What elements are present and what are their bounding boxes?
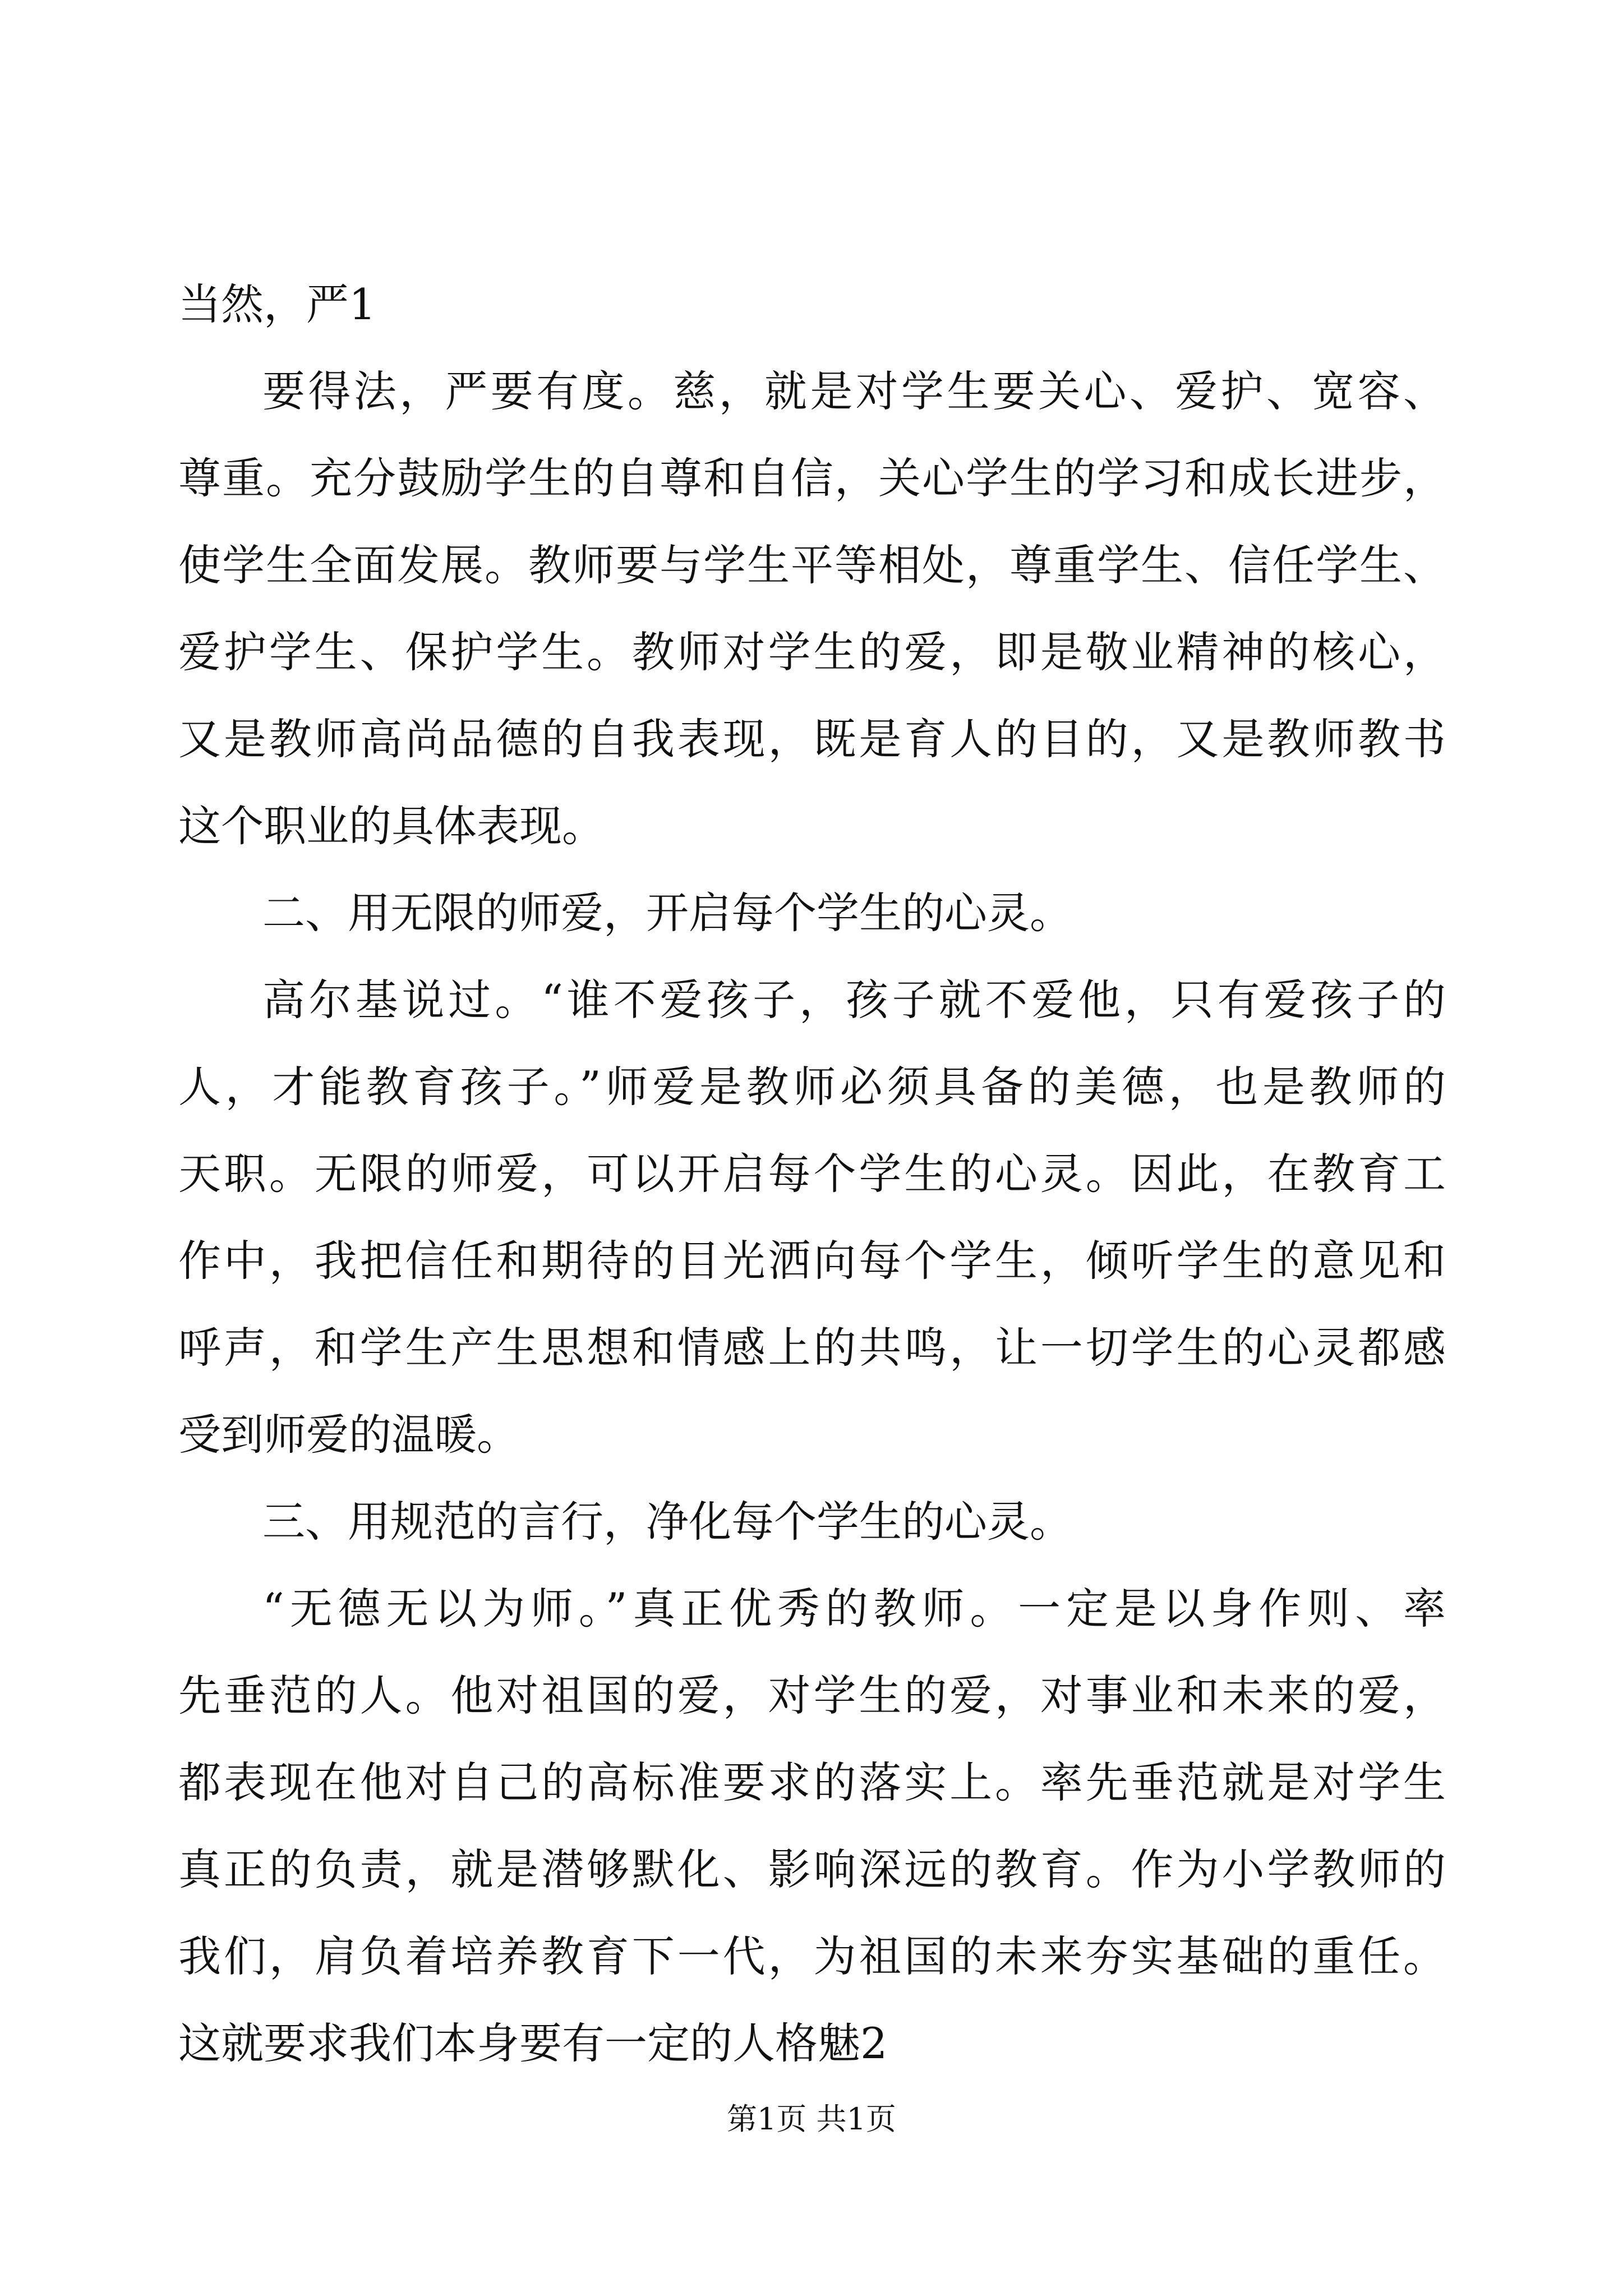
text-line: 三、用规范的言行，净化每个学生的心灵。 [262, 1497, 1072, 1547]
text-line: 当然，严1 [178, 279, 376, 329]
text-line: 这个职业的具体表现。 [178, 801, 605, 851]
text-line: 爱护学生、保护学生。教师对学生的爱，即是敬业精神的核心， [178, 627, 1446, 677]
text-line: 人，才能教育孩子。”师爱是教师必须具备的美德，也是教师的 [178, 1062, 1446, 1112]
text-line: 要得法，严要有度。慈，就是对学生要关心、爱护、宽容、 [262, 366, 1446, 416]
text-line: 尊重。充分鼓励学生的自尊和自信，关心学生的学习和成长进步， [178, 453, 1446, 503]
text-line: 天职。无限的师爱，可以开启每个学生的心灵。因此，在教育工 [178, 1149, 1446, 1199]
text-line: 我们，肩负着培养教育下一代，为祖国的未来夯实基础的重任。 [178, 1931, 1446, 1981]
page-footer: 第1页 共1页 [727, 2101, 896, 2137]
text-line: 都表现在他对自己的高标准要求的落实上。率先垂范就是对学生 [178, 1757, 1446, 1807]
text-line: 受到师爱的温暖。 [178, 1410, 519, 1460]
text-line: “无德无以为师。”真正优秀的教师。一定是以身作则、率 [262, 1584, 1446, 1634]
text-line: 使学生全面发展。教师要与学生平等相处，尊重学生、信任学生、 [178, 540, 1446, 590]
body-text [178, 261, 1446, 2087]
text-line: 先垂范的人。他对祖国的爱，对学生的爱，对事业和未来的爱， [178, 1671, 1446, 1720]
text-line: 作中，我把信任和期待的目光洒向每个学生，倾听学生的意见和 [178, 1236, 1446, 1286]
text-line: 又是教师高尚品德的自我表现，既是育人的目的，又是教师教书 [178, 714, 1446, 764]
text-line: 高尔基说过。“谁不爱孩子，孩子就不爱他，只有爱孩子的 [262, 975, 1446, 1025]
text-line: 这就要求我们本身要有一定的人格魅2 [178, 2018, 888, 2068]
text-line: 呼声，和学生产生思想和情感上的共鸣，让一切学生的心灵都感 [178, 1323, 1446, 1373]
text-line: 真正的负责，就是潜够默化、影响深远的教育。作为小学教师的 [178, 1844, 1446, 1894]
text-line: 二、用无限的师爱，开启每个学生的心灵。 [262, 888, 1072, 938]
